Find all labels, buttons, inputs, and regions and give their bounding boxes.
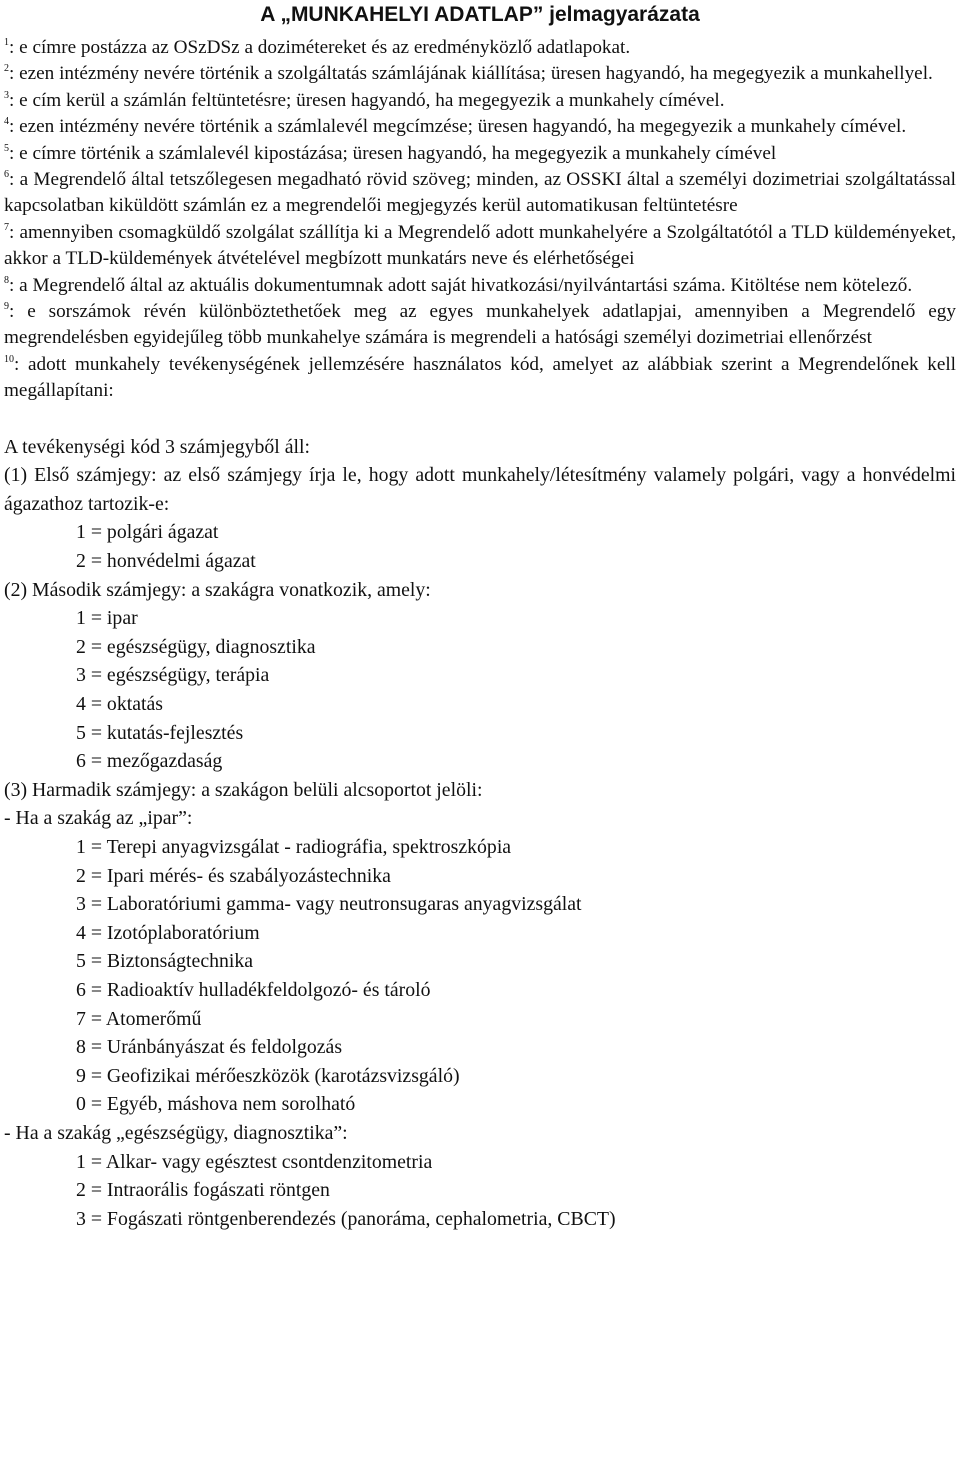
- second-digit-item: 6 = mezőgazdaság: [76, 750, 223, 773]
- footnote-7: $^7$: amennyiben csomagküldő szolgálat szállítja ki a Megrendelő adott munkahelyére a Szolgáltatótól a TLD küldeményeket, akkor a TLD-küldemények átvételével megbízott munkatárs neve és elérhetőségei: [4, 221, 956, 270]
- ipar-item: 3 = Laboratóriumi gamma- vagy neutronsugaras anyagvizsgálat: [76, 893, 582, 916]
- ipar-item: 2 = Ipari mérés- és szabályozástechnika: [76, 864, 391, 887]
- second-digit-item: 2 = egészségügy, diagnosztika: [76, 635, 316, 658]
- ipar-item: 1 = Terepi anyagvizsgálat - radiográfia, spektroszkópia: [76, 836, 512, 858]
- ipar-heading: - Ha a szakág az „ipar”:: [4, 807, 193, 830]
- second-digit-heading: (2) Második számjegy: a szakágra vonatkozik, amely:: [4, 578, 431, 601]
- second-digit-item: 5 = kutatás-fejlesztés: [76, 721, 244, 744]
- page-title: A „MUNKAHELYI ADATLAP” jelmagyarázata: [260, 3, 700, 26]
- footnote-10: $^{10}$: adott munkahely tevékenységének jellemzésére használatos kód, amelyet az alábbiak szerint a Megrendelőnek kell megállapítani:: [4, 353, 956, 402]
- ipar-item: 6 = Radioaktív hulladékfeldolgozó- és tároló: [76, 978, 431, 1001]
- ipar-item: 8 = Uránbányászat és feldolgozás: [76, 1036, 343, 1059]
- code-intro: A tevékenységi kód 3 számjegyből áll:: [4, 435, 310, 458]
- ipar-item: 5 = Biztonságtechnika: [76, 950, 254, 973]
- diag-item: 1 = Alkar- vagy egésztest csontdenzitometria: [76, 1150, 433, 1173]
- section-gap: [4, 405, 956, 433]
- ipar-item: 9 = Geofizikai mérőeszközök (karotázsvizsgáló): [76, 1064, 460, 1087]
- first-digit-item: 2 = honvédelmi ágazat: [76, 550, 256, 573]
- footnote-2: $^2$: ezen intézmény nevére történik a szolgáltatás számlájának kiállítása; üresen hagyandó, ha megegyezik a munkahellyel.: [4, 63, 933, 85]
- footnote-6: $^6$: a Megrendelő által tetszőlegesen megadható rövid szöveg; minden, az OSSKI által a személyi dozimetriai szolgáltatással kapcsolatban kiküldött számlán ez a megrendelői megjegyzés kerül automatikusan feltüntetésre: [4, 169, 956, 217]
- second-digit-item: 3 = egészségügy, terápia: [76, 664, 270, 687]
- footnote-1: $^1$: e címre postázza az OSzDSz a dozimétereket és az eredményközlő adatlapokat.: [4, 37, 631, 58]
- ipar-item: 0 = Egyéb, máshova nem sorolható: [76, 1093, 356, 1116]
- first-digit-heading: (1) Első számjegy: az első számjegy írja le, hogy adott munkahely/létesítmény valamely polgári, vagy a honvédelmi ágazathoz tartozik-e:: [4, 464, 956, 515]
- diag-item: 3 = Fogászati röntgenberendezés (panoráma, cephalometria, CBCT): [76, 1207, 616, 1230]
- footnotes: [4, 35, 956, 405]
- footnote-9: $^9$: e sorszámok révén különböztethetőek meg az egyes munkahelyek adatlapjai, amennyiben a Megrendelő egy megrendelésben egyidejűleg több munkahelye számára is megrendeli a hatósági személyi dozimetriai ellenőrzést: [4, 301, 956, 349]
- ipar-item: 7 = Atomerőmű: [76, 1007, 202, 1030]
- footnote-3: $^3$: e cím kerül a számlán feltüntetésre; üresen hagyandó, ha megegyezik a munkahely címével.: [4, 89, 725, 111]
- activity-code-section: [4, 433, 956, 1234]
- footnote-4: $^4$: ezen intézmény nevére történik a számlalevél megcímzése; üresen hagyandó, ha megegyezik a munkahely címével.: [4, 116, 907, 138]
- diag-heading: - Ha a szakág „egészségügy, diagnosztika”:: [4, 1121, 348, 1144]
- second-digit-item: 1 = ipar: [76, 607, 138, 630]
- first-digit-item: 1 = polgári ágazat: [76, 521, 219, 544]
- third-digit-heading: (3) Harmadik számjegy: a szakágon belüli alcsoportot jelöli:: [4, 778, 483, 801]
- footnote-5: $^5$: e címre történik a számlalevél kipostázása; üresen hagyandó, ha megegyezik a munkahely címével: [4, 142, 777, 164]
- ipar-item: 4 = Izotóplaboratórium: [76, 921, 260, 944]
- diag-item: 2 = Intraorális fogászati röntgen: [76, 1179, 330, 1202]
- second-digit-item: 4 = oktatás: [76, 693, 163, 716]
- footnote-8: $^8$: a Megrendelő által az aktuális dokumentumnak adott saját hivatkozási/nyilvántartási száma. Kitöltése nem kötelező.: [4, 274, 913, 296]
